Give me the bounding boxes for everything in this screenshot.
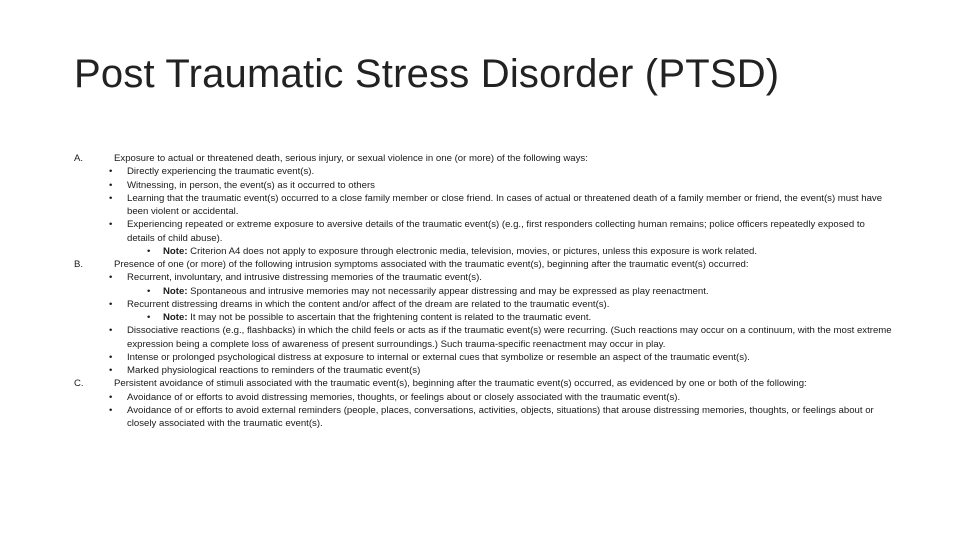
list-item-text: Dissociative reactions (e.g., flashbacks) in which the child feels or acts as if the traumatic event(s) were recurring. (Such reactions may occur on a continuum, with the most extreme expression being a complete loss of awareness of present surroundings.) Such trauma-specific reenactment may occur in play.	[127, 325, 892, 350]
criteria-list	[0, 152, 960, 430]
list-item-text: Witnessing, in person, the event(s) as it occurred to others	[127, 179, 375, 191]
bullet-icon: •	[109, 179, 113, 191]
list-item	[109, 391, 892, 404]
note-text: Spontaneous and intrusive memories may not necessarily appear distressing and may be expressed as play reenactment.	[187, 285, 709, 297]
bullet-icon: •	[109, 219, 113, 231]
criterion-c	[0, 377, 960, 430]
criterion-text: Persistent avoidance of stimuli associated with the traumatic event(s), beginning after the traumatic event(s) occurred, as evidenced by one or both of the following:	[114, 378, 807, 390]
list-item-text: Recurrent distressing dreams in which the content and/or affect of the dream are related to the traumatic event(s).	[127, 298, 610, 310]
list-item-text: Avoidance of or efforts to avoid external reminders (people, places, conversations, activities, objects, situations) that arouse distressing memories, thoughts, or feelings about or closely associated with the traumatic event(s).	[127, 404, 874, 429]
criterion-text: Presence of one (or more) of the following intrusion symptoms associated with the traumatic event(s), beginning after the traumatic event(s) occurred:	[114, 259, 749, 270]
bullet-icon: •	[109, 391, 113, 403]
list-item-text: Avoidance of or efforts to avoid distressing memories, thoughts, or feelings about or closely associated with the traumatic event(s).	[127, 391, 681, 403]
bullet-icon: •	[109, 298, 113, 310]
bullet-icon: •	[147, 312, 151, 323]
note-item	[147, 285, 903, 298]
bullet-icon: •	[109, 272, 113, 284]
bullet-icon: •	[147, 285, 151, 297]
note-label: Note:	[163, 285, 188, 297]
list-item-text: Directly experiencing the traumatic event(s).	[127, 166, 315, 178]
note-item	[147, 245, 903, 258]
bullet-icon: •	[109, 325, 113, 337]
note-label: Note:	[163, 312, 188, 323]
criterion-b	[0, 258, 960, 377]
slide-title: Post Traumatic Stress Disorder (PTSD)	[74, 52, 780, 96]
criterion-text: Exposure to actual or threatened death, serious injury, or sexual violence in one (or more) of the following ways:	[114, 153, 588, 164]
list-item-text: Experiencing repeated or extreme exposure to aversive details of the traumatic event(s) (e.g., first responders collecting human remains; police officers repeatedly exposed to details of child abuse).	[127, 219, 865, 244]
note-item	[147, 311, 903, 324]
note-text: Criterion A4 does not apply to exposure through electronic media, television, movies, or pictures, unless this exposure is work related.	[187, 245, 758, 257]
bullet-icon: •	[109, 404, 113, 416]
bullet-icon: •	[109, 365, 113, 376]
list-item	[109, 192, 892, 219]
criterion-letter: A.	[74, 153, 84, 164]
list-item	[109, 218, 892, 245]
bullet-icon: •	[109, 351, 113, 363]
list-item	[109, 298, 892, 311]
list-item	[109, 351, 892, 364]
list-item	[109, 404, 892, 431]
list-item	[109, 271, 892, 284]
list-item-text: Intense or prolonged psychological distress at exposure to internal or external cues that symbolize or resemble an aspect of the traumatic event(s).	[127, 351, 750, 363]
list-item	[109, 324, 892, 351]
list-item-text: Recurrent, involuntary, and intrusive distressing memories of the traumatic event(s).	[127, 272, 482, 284]
list-item-text: Learning that the traumatic event(s) occurred to a close family member or close friend. In cases of actual or threatened death of a family member or friend, the event(s) must have been violent or accidental.	[127, 192, 883, 217]
bullet-icon: •	[109, 192, 113, 204]
criterion-a	[0, 152, 960, 258]
criterion-letter: B.	[74, 259, 84, 270]
list-item	[109, 165, 892, 178]
bullet-icon: •	[147, 245, 151, 257]
list-item	[109, 179, 892, 192]
list-item	[109, 364, 892, 377]
bullet-icon: •	[109, 166, 113, 178]
note-label: Note:	[163, 245, 188, 257]
note-text: It may not be possible to ascertain that the frightening content is related to the traumatic event.	[187, 312, 592, 323]
criterion-letter: C.	[74, 378, 84, 390]
list-item-text: Marked physiological reactions to reminders of the traumatic event(s)	[127, 365, 421, 376]
